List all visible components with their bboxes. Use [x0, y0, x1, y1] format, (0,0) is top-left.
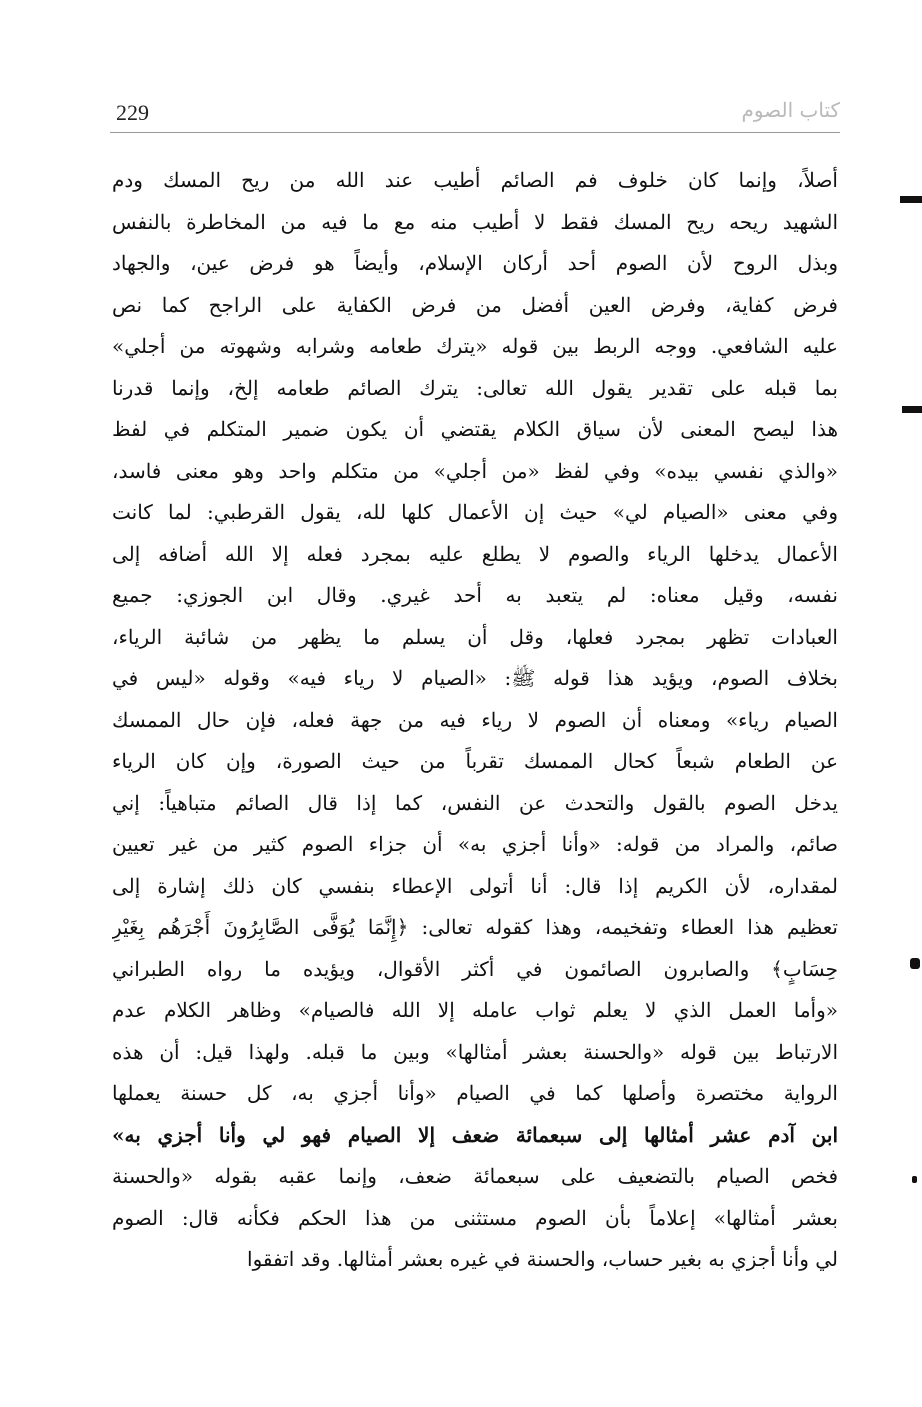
- text-line: لمقداره، لأن الكريم إذا قال: أنا أتولى الإعطاء بنفسي كان ذلك إشارة إلى: [112, 873, 838, 898]
- text-line: وفي معنى «الصيام لي» حيث إن الأعمال كلها لله، يقول القرطبي: لما كانت: [112, 500, 838, 524]
- text-line: حِسَابٍ﴾ والصابرون الصائمون في أكثر الأقوال، ويؤيده ما رواه الطبراني: [112, 956, 838, 981]
- text-line: يدخل الصوم بالقول والتحدث عن النفس، كما إذا قال الصائم متباهياً: إني: [112, 790, 838, 815]
- text-line: «والذي نفسي بيده» وفي لفظ «من أجلي» من متكلم واحد وهو معنى فاسد،: [112, 458, 838, 483]
- text-line: تعظيم هذا العطاء وتفخيمه، وهذا كقوله تعالى: ﴿إِنَّمَا يُوَفَّى الصَّابِرُونَ أَجْرَهُم بِغَيْرِ: [112, 915, 838, 939]
- page-number: 229: [116, 100, 149, 125]
- text-line: بما قبله على تقدير يقول الله تعالى: يترك الصائم طعامه إلخ، وإنما قدرنا: [112, 375, 838, 400]
- text-line: «وأما العمل الذي لا يعلم ثواب عامله إلا الله فالصيام» وظاهر الكلام عدم: [112, 998, 838, 1022]
- text-line: نفسه، وقيل معناه: لم يتعبد به أحد غيري. وقال ابن الجوزي: جميع: [112, 583, 838, 607]
- text-line: العبادات تظهر بمجرد فعلها، وقل أن يسلم ما يظهر من شائبة الرياء،: [112, 624, 838, 649]
- text-line: بخلاف الصوم، ويؤيد هذا قوله ﷺ: «الصيام لا رياء فيه» وقوله «ليس في: [112, 666, 838, 690]
- text-line: صائم، والمراد من قوله: «وأنا أجزي به» أن جزاء الصوم كثير من غير تعيين: [112, 832, 838, 856]
- margin-mark: [902, 406, 922, 413]
- text-line: بعشر أمثالها» إعلاماً بأن الصوم مستثنى من هذا الحكم فكأنه قال: الصوم: [112, 1205, 838, 1230]
- text-line: فخص الصيام بالتضعيف على سبعمائة ضعف، وإنما عقبه بقوله «والحسنة: [112, 1164, 838, 1188]
- text-line: الارتباط بين قوله «والحسنة بعشر أمثالها» وبين ما قبله. ولهذا قيل: أن هذه: [112, 1039, 838, 1064]
- text-line: الرواية مختصرة وأصلها كما في الصيام «وأنا أجزي به، كل حسنة يعملها: [112, 1081, 838, 1105]
- margin-mark: [900, 196, 922, 203]
- page-header: [110, 98, 840, 130]
- running-title: كتاب الصوم: [741, 98, 840, 122]
- text-line: فرض كفاية، وفرض العين أفضل من فرض الكفاية على الراجح كما نص: [112, 292, 838, 317]
- margin-mark: [910, 958, 920, 969]
- header-divider: [110, 132, 840, 133]
- text-line: الشهيد ريحه ريح المسك فقط لا أطيب منه مع ما فيه من المخاطرة بالنفس: [112, 209, 838, 234]
- text-line: لي وأنا أجزي به بغير حساب، والحسنة في غيره بعشر أمثالها. وقد اتفقوا: [247, 1247, 838, 1271]
- text-line: الصيام رياء» ومعناه أن الصوم لا رياء فيه من جهة فعله، فإن حال الممسك: [112, 707, 838, 732]
- text-line: ابن آدم عشر أمثالها إلى سبعمائة ضعف إلا الصيام فهو لي وأنا أجزي به»: [112, 1122, 838, 1147]
- margin-mark: [912, 1176, 917, 1183]
- text-line: أصلاً، وإنما كان خلوف فم الصائم أطيب عند الله من ريح المسك ودم: [112, 168, 838, 192]
- body-text: [112, 160, 838, 1281]
- text-line: هذا ليصح المعنى لأن سياق الكلام يقتضي أن يكون ضمير المتكلم في لفظ: [112, 417, 838, 441]
- text-line: عن الطعام شبعاً كحال الممسك تقرباً من حيث الصورة، وإن كان الرياء: [112, 749, 838, 773]
- text-line: الأعمال يدخلها الرياء والصوم لا يطلع عليه بمجرد فعله إلا الله أضافه إلى: [112, 541, 838, 566]
- text-line: وبذل الروح لأن الصوم أحد أركان الإسلام، وأيضاً هو فرض عين، والجهاد: [112, 251, 838, 275]
- text-line: عليه الشافعي. ووجه الربط بين قوله «يترك طعامه وشرابه وشهوته من أجلي»: [112, 334, 838, 358]
